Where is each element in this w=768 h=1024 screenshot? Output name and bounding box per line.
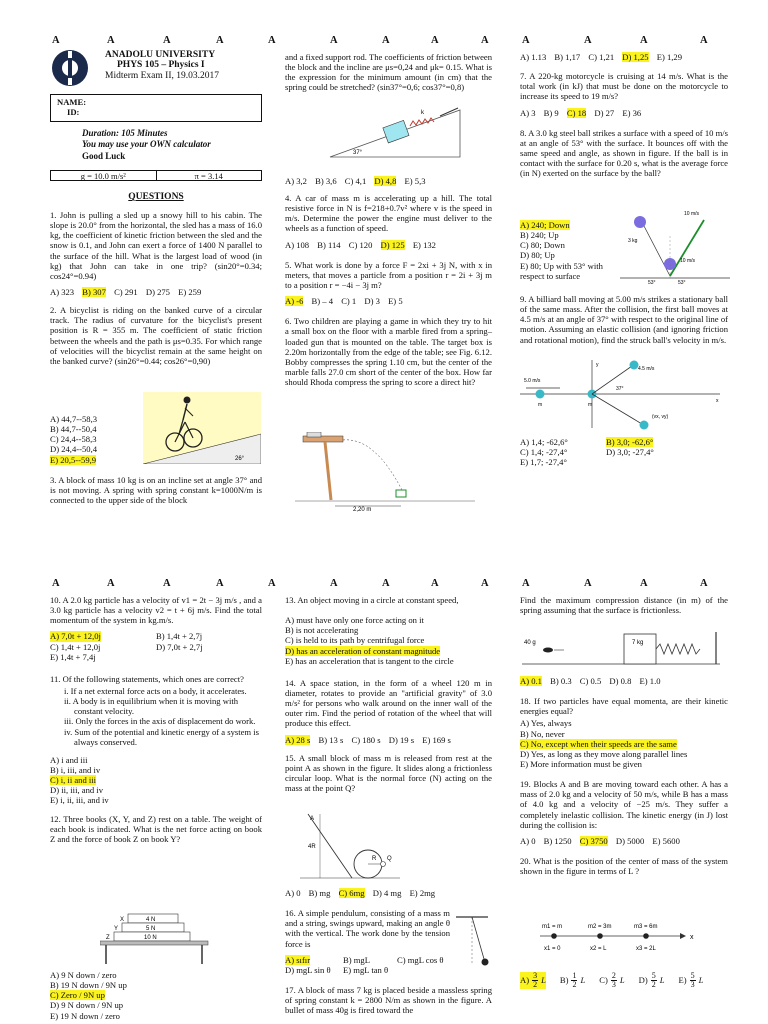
q11-option-e[interactable]: E) i, ii, iii, and iv <box>50 795 109 806</box>
option-letter: D) <box>638 975 648 986</box>
question-9-options-grid <box>520 437 728 467</box>
question-17-continued: Find the maximum compression distance (in m) of the spring assuming that the surface is frictionless. <box>520 595 728 616</box>
bouncing-ball-figure <box>620 206 730 284</box>
banked-angle-label: 26° <box>235 456 245 462</box>
column-1-bottom <box>50 595 262 844</box>
q20-option-d[interactable] <box>639 972 665 989</box>
question-11-statements <box>50 686 262 747</box>
q9-option-d[interactable]: D) 3,0; -27,4° <box>606 447 654 458</box>
q17-option-c[interactable]: C) 0.5 <box>579 676 602 686</box>
statement-2: ii. A body is in equilibrium when it is moving with constant velocity. <box>64 696 239 717</box>
mass-2-label: m2 = 3m <box>588 924 612 930</box>
block-mass-label: 7 kg <box>632 640 644 646</box>
angle-label-right: 53° <box>678 280 686 284</box>
q18-option-a[interactable]: A) Yes, always <box>520 718 572 729</box>
exam-marker-letter: A <box>481 35 489 46</box>
spring-incline-figure <box>325 102 465 160</box>
exam-header <box>105 50 219 81</box>
position-2-label: x2 = L <box>590 946 607 952</box>
question-5-options <box>285 296 492 306</box>
exam-marker-letter: A <box>640 35 648 46</box>
column-3-q18 <box>520 676 728 876</box>
statement-3: iii. Only the forces in the axis of displacement do work. <box>64 716 256 727</box>
exam-marker-letter: A <box>330 578 338 589</box>
question-6-options <box>520 52 728 62</box>
q20-option-b[interactable] <box>560 972 585 989</box>
point-a-label: A <box>310 816 315 822</box>
numerator: 5 <box>690 971 695 980</box>
stacked-books-figure <box>100 908 210 964</box>
id-label: ID: <box>67 107 80 118</box>
q15-option-a[interactable]: A) 0 <box>285 888 301 898</box>
q3-option-a[interactable]: A) 3,2 <box>285 176 307 186</box>
q9-option-b[interactable]: B) 3,0; -62,6° <box>606 437 654 447</box>
variable: L <box>659 975 665 986</box>
university-logo <box>50 48 90 88</box>
question-12-text: 12. Three books (X, Y, and Z) rest on a table. The weight of each book is indicated. What is the net force acting on book Z and the force of book Z on book Y? <box>50 813 262 844</box>
q6-option-b[interactable]: B) 1,17 <box>554 52 581 62</box>
question-19-text: 19. Blocks A and B are moving toward each other. A has a mass of 2.0 kg and a velocity of 50 m/s, while B has a mass of 4.0 kg and a velocity of −25 m/s. They suffer a completely inelastic collision. The kinetic energy (in J) lost during the collision is: <box>520 779 728 830</box>
mass-label-1: m <box>538 402 543 408</box>
question-8-options <box>520 218 612 281</box>
exam-marker-letter: A <box>52 35 60 46</box>
calculator-text: You may use your OWN calculator <box>82 139 211 150</box>
mass-3-label: m3 = 6m <box>634 924 658 930</box>
question-14-text: 14. A space station, in the form of a wheel 120 m in diameter, rotates to provide an "artificial gravity" of 3.0 m/s² for persons who walk around on the inner wall of the outer rim. Find the period of rotation of the wheel that will produce this effect. <box>285 677 492 729</box>
column-3-bottom <box>520 595 728 615</box>
q20-option-e[interactable] <box>678 972 703 989</box>
numerator: 2 <box>611 971 616 980</box>
question-9-options <box>520 437 728 467</box>
ball-speed-label-out: 10 m/s <box>684 211 700 217</box>
mass-label-2: m <box>588 402 593 408</box>
exam-marker-letter: A <box>52 578 60 589</box>
option-letter: C) <box>599 975 608 986</box>
q17-option-b[interactable]: B) 0.3 <box>550 676 572 686</box>
question-20-text: 20. What is the position of the center of mass of the system shown in the figure in terms of L ? <box>520 855 728 877</box>
question-1-text: 1. John is pulling a sled up a snowy hill to his cabin. The slope is 20.0° from the horizontal, the sled has a mass of 16.0 kg, the coefficient of kinetic friction between the sled and the snow is 0.1, and John can exert a force of 1400 N parallel to the surface of the hill. What is the largest load of wood (in kg) that John can take in one trip? (sin20°=0.34; cos24°=0.94) <box>50 210 262 281</box>
question-4-options <box>285 240 492 250</box>
question-20-options <box>520 972 728 1002</box>
q19-option-c[interactable]: C) 3750 <box>579 835 608 846</box>
q5-option-e[interactable]: E) 5 <box>388 296 403 307</box>
question-1-options <box>50 287 262 297</box>
q16-option-a[interactable]: A) sıfır <box>285 954 311 965</box>
question-11-text: 11. Of the following statements, which ones are correct? <box>50 673 244 684</box>
q14-option-b[interactable]: B) 13 s <box>318 734 344 745</box>
q3-option-b[interactable]: B) 3,6 <box>315 176 337 186</box>
q14-option-d[interactable]: D) 19 s <box>388 734 415 745</box>
exam-marker-letter: A <box>584 578 592 589</box>
q5-option-a[interactable]: A) -6 <box>285 296 304 307</box>
q4-option-d[interactable]: D) 125 <box>380 239 405 250</box>
question-14-options <box>285 735 492 745</box>
bullet-mass-label: 40 g <box>524 640 536 646</box>
q19-option-d[interactable]: D) 5000 <box>615 835 645 846</box>
numerator: 5 <box>651 971 656 980</box>
q5-option-d[interactable]: D) 3 <box>364 296 380 307</box>
good-luck-text: Good Luck <box>82 150 126 161</box>
gravity-constant: g = 10.0 m/s² <box>51 171 157 180</box>
q5-option-b[interactable]: B) – 4 <box>311 296 334 307</box>
question-13-text: 13. An object moving in a circle at constant speed, <box>285 595 459 605</box>
question-19-options <box>520 836 728 846</box>
column-3-top <box>520 52 728 178</box>
exam-marker-letter: A <box>522 35 530 46</box>
q8-option-e[interactable]: E) 80; Up with 53° with respect to surface <box>520 260 603 281</box>
q12-option-a[interactable]: A) 9 N down / zero <box>50 970 117 980</box>
fraction <box>690 972 696 989</box>
denominator: 2 <box>572 980 577 989</box>
q13-option-e[interactable]: E) has an acceleration that is tangent to the circle <box>285 655 454 666</box>
q14-option-e[interactable]: E) 169 s <box>422 734 451 745</box>
table-marble-figure <box>295 432 475 512</box>
ball-speed-label-in: 10 m/s <box>680 258 696 264</box>
point-q-label: Q <box>387 856 392 862</box>
exam-marker-letter: A <box>700 578 708 589</box>
question-5-text: 5. What work is done by a force F = 2xi + 3j N, with x in meters, that moves a particle from a position r = 2i + 3j m to a position r = −4i − 3j m? <box>285 259 492 290</box>
q16-option-c[interactable]: C) mgL cos θ <box>397 954 444 965</box>
q10-option-b[interactable]: B) 1,4t + 2,7j <box>156 631 203 642</box>
q6-option-d[interactable]: D) 1,25 <box>622 52 649 62</box>
question-10-text: 10. A 2.0 kg particle has a velocity of v1 = 2t − 3j m/s , and a 3.0 kg particle has a velocity v2 = t + 6j m/s. Find the total momentum of the system in kg.m/s. <box>50 595 262 626</box>
name-label: NAME: <box>57 97 87 107</box>
book-z-label: Z <box>106 935 110 941</box>
q15-option-b[interactable]: B) mg <box>308 888 331 898</box>
exam-marker-letter: A <box>481 578 489 589</box>
q8-option-b[interactable]: B) 240; Up <box>520 230 559 241</box>
exam-marker-letter: A <box>163 35 171 46</box>
q15-option-e[interactable]: E) 2mg <box>409 888 436 898</box>
q8-option-d[interactable]: D) 80; Up <box>520 250 555 261</box>
book-x-weight: 4 N <box>146 917 156 923</box>
q7-option-b[interactable]: B) 9 <box>543 107 559 118</box>
numerator: 1 <box>572 971 577 980</box>
name-id-box[interactable] <box>50 94 262 122</box>
q3-option-e[interactable]: E) 5,3 <box>404 176 426 186</box>
q11-option-a[interactable]: A) i and iii <box>50 754 88 765</box>
q7-option-e[interactable]: E) 36 <box>622 107 642 118</box>
q1-option-a[interactable]: A) 323 <box>50 286 75 297</box>
question-17-text: 17. A block of mass 7 kg is placed beside a massless spring of spring constant k = 2800 N/m as shown in the figure. A bullet of mass 40g is fired toward the <box>285 984 492 1016</box>
question-17-options <box>520 676 728 686</box>
mass-1-label: m1 = m <box>542 924 563 930</box>
question-12-options <box>50 968 262 1021</box>
position-3-label: x3 = 2L <box>636 946 656 952</box>
column-1-top <box>50 210 262 366</box>
billiard-collision-figure <box>520 358 725 430</box>
q1-option-e[interactable]: E) 259 <box>178 286 202 297</box>
exam-marker-letter: A <box>522 578 530 589</box>
column-2-q4 <box>285 193 492 387</box>
question-18-options <box>520 718 728 769</box>
final-speed-label: 4.5 m/s <box>638 366 655 372</box>
q4-option-b[interactable]: B) 114 <box>317 239 341 250</box>
q18-option-e[interactable]: E) More information must be given <box>520 758 642 769</box>
book-y-weight: 5 N <box>146 926 156 932</box>
q6-option-a[interactable]: A) 1.13 <box>520 52 547 62</box>
q16-option-e[interactable]: E) mgL tan θ <box>343 964 389 975</box>
q1-option-c[interactable]: C) 291 <box>114 286 138 297</box>
column-2-top <box>285 52 492 93</box>
q13-option-c[interactable]: C) is held to its path by centrifugal force <box>285 635 425 646</box>
question-4-text: 4. A car of mass m is accelerating up a hill. The total resistive force in N is f=218+0.7v² where v is the speed in m/s. Determine the power the engine must deliver to the wheels as a function of speed. <box>285 193 492 234</box>
fraction <box>651 972 657 989</box>
q14-option-c[interactable]: C) 180 s <box>351 734 381 745</box>
q5-option-c[interactable]: C) 1 <box>341 296 357 307</box>
exam-marker-letter: A <box>382 578 390 589</box>
radius-label: R <box>372 856 377 862</box>
column-3-q9 <box>520 294 728 345</box>
q10-option-d[interactable]: D) 7,0t + 2,7j <box>156 641 203 652</box>
q19-option-e[interactable]: E) 5600 <box>652 835 680 846</box>
q2-option-b[interactable]: B) 44,7--50,4 <box>50 424 97 435</box>
q7-option-d[interactable]: D) 27 <box>594 107 615 118</box>
variable: L <box>698 975 704 986</box>
q18-option-b[interactable]: B) No, never <box>520 728 565 739</box>
variable: L <box>580 975 586 986</box>
spring-constant-label: k <box>421 110 424 116</box>
q16-option-b[interactable]: B) mgL <box>343 954 370 965</box>
question-3-block <box>50 475 262 505</box>
q8-option-c[interactable]: C) 80; Down <box>520 240 565 251</box>
book-y-label: Y <box>114 926 119 932</box>
constants-box <box>50 170 262 181</box>
variable: L <box>541 975 546 986</box>
variable: L <box>619 975 625 986</box>
exam-marker-letter: A <box>268 578 276 589</box>
q17-option-e[interactable]: E) 1.0 <box>639 676 661 686</box>
q16-option-d[interactable]: D) mgL sin θ <box>285 964 331 975</box>
angle-label-left: 53° <box>648 280 656 284</box>
q15-option-c[interactable]: C) 6mg <box>338 888 365 898</box>
column-2-bottom <box>285 595 492 793</box>
q9-option-a[interactable]: A) 1,4; -62,6° <box>520 437 568 447</box>
x-axis-label: x <box>716 398 719 404</box>
q4-option-c[interactable]: C) 120 <box>348 239 373 250</box>
exam-marker-letter: A <box>431 35 439 46</box>
question-3-text-part2: and a fixed support rod. The coefficients of friction between the block and the incline are μs=0,24 and μk= 0.15. What is the expression for the minimum amount (in cm) that the spring could be stretched? (sin37°=0,6; cos37°=0,8) <box>285 52 492 93</box>
denominator: 3 <box>690 980 695 989</box>
height-label: 4R <box>308 844 316 850</box>
exam-marker-letter: A <box>640 578 648 589</box>
deflection-angle-label: 37° <box>616 386 624 392</box>
q7-option-a[interactable]: A) 3 <box>520 107 536 118</box>
center-of-mass-figure <box>520 916 725 960</box>
q17-option-d[interactable]: D) 0.8 <box>609 676 632 686</box>
statement-1: i. If a net external force acts on a body, it accelerates. <box>64 685 247 696</box>
question-7-options <box>520 108 728 118</box>
question-3-text-part1: 3. A block of mass 10 kg is on an incline set at angle 37° and is not moving. A spring with spring constant k=1000N/m is connected to the upper side of the block <box>50 475 262 506</box>
q15-option-d[interactable]: D) 4 mg <box>372 888 402 898</box>
q3-option-d[interactable]: D) 4,8 <box>374 176 397 186</box>
questions-title: QUESTIONS <box>128 192 184 202</box>
course-name: PHYS 105 – Physics I <box>117 60 205 71</box>
q10-option-a[interactable]: A) 7,0t + 12,0j <box>50 631 101 642</box>
q12-option-d[interactable]: D) 9 N down / 9N up <box>50 1000 124 1011</box>
q12-option-c[interactable]: C) Zero / 9N up <box>50 990 105 1001</box>
question-7-text: 7. A 220-kg motorcycle is cruising at 14 m/s. What is the total work (in kJ) that must be done on the motorcycle to increase its speed to 19 m/s? <box>520 71 728 102</box>
exam-marker-letter: A <box>268 35 276 46</box>
question-16-text: 16. A simple pendulum, consisting of a mass m and a string, swings upward, making an angle θ with the vertical. The work done by the tension force is <box>285 908 450 949</box>
question-10-options <box>50 631 262 661</box>
q6-option-e[interactable]: E) 1,29 <box>656 52 683 62</box>
incline-angle-label: 37° <box>353 150 363 156</box>
fraction <box>571 972 577 989</box>
exam-name: Midterm Exam II, 19.03.2017 <box>105 70 219 81</box>
q20-option-a[interactable] <box>520 972 546 989</box>
q11-option-b[interactable]: B) i, iii, and iv <box>50 764 101 775</box>
q10-option-e[interactable]: E) 1,4t + 7,4j <box>50 651 96 662</box>
pendulum-figure <box>452 915 492 973</box>
exam-marker-letter: A <box>107 578 115 589</box>
exam-marker-letter: A <box>431 578 439 589</box>
question-2-options <box>50 412 140 465</box>
q10-option-c[interactable]: C) 1,4t + 12,0j <box>50 641 101 652</box>
exam-instructions <box>82 128 211 162</box>
bullet-block-spring-figure <box>520 628 725 668</box>
q4-option-e[interactable]: E) 132 <box>412 239 436 250</box>
exam-marker-letter: A <box>216 578 224 589</box>
statement-4: iv. Sum of the potential and kinetic energy of a system is always conserved. <box>64 726 259 747</box>
exam-type-marker-row-bottom <box>0 578 768 590</box>
option-letter: E) <box>678 975 687 986</box>
exam-marker-letter: A <box>700 35 708 46</box>
q13-option-b[interactable]: B) is not accelerating <box>285 625 359 636</box>
book-x-label: X <box>120 917 125 923</box>
initial-speed-label: 5.0 m/s <box>524 378 541 384</box>
q13-option-d[interactable]: D) has an acceleration of constant magnitude <box>285 645 441 656</box>
fraction <box>611 972 617 989</box>
exam-type-marker-row-top <box>0 35 768 47</box>
question-18-text: 18. If two particles have equal momenta, are their kinetic energies equal? <box>520 696 728 717</box>
q9-option-c[interactable]: C) 1,4; -27,4° <box>520 447 568 458</box>
exam-marker-letter: A <box>163 578 171 589</box>
exam-marker-letter: A <box>107 35 115 46</box>
loop-track-figure <box>300 812 400 882</box>
option-letter: B) <box>559 975 569 986</box>
q9-option-e[interactable]: E) 1,7; -27,4° <box>520 457 567 468</box>
q1-option-d[interactable]: D) 275 <box>145 286 170 297</box>
question-3-options <box>285 170 492 186</box>
banked-curve-figure <box>143 392 261 464</box>
question-13-options <box>285 615 492 666</box>
question-8-text: 8. A 3.0 kg steel ball strikes a surface with a speed of 10 m/s at an angle of 53° with the surface. It bounces off with the same speed and angle, as shown in figure. If the ball is in contact with the surface for 0.20 s, what is the average force (in N) exerted on the surface by the ball? <box>520 127 728 179</box>
q8-option-a[interactable]: A) 240; Down <box>520 220 570 230</box>
q11-option-d[interactable]: D) ii, iii, and iv <box>50 785 103 796</box>
question-6-text: 6. Two children are playing a game in which they try to hit a small box on the floor with a marble fired from a spring–loaded gun that is mounted on the table. The target box is 2.20m horizontally from the edge of the table; see Fig. 6.12. Bobby compresses the spring 1.10 cm, but the center of the marble falls 27.0 cm short of the center of the box. How far should Rhoda compress the spring to score a direct hit? <box>285 316 492 388</box>
q12-option-e[interactable]: E) 19 N down / zero <box>50 1010 120 1021</box>
duration-text: Duration: 105 Minutes <box>82 128 168 138</box>
q18-option-c[interactable]: C) No, except when their speeds are the same <box>520 738 677 749</box>
denominator: 3 <box>611 980 616 989</box>
q20-option-c[interactable] <box>599 972 624 989</box>
q2-option-d[interactable]: D) 24,4--50,4 <box>50 444 98 455</box>
q18-option-d[interactable]: D) Yes, as long as they move along parallel lines <box>520 748 688 759</box>
position-1-label: x1 = 0 <box>544 946 561 952</box>
q19-option-a[interactable]: A) 0 <box>520 835 536 846</box>
q13-option-a[interactable]: A) must have only one force acting on it <box>285 615 424 626</box>
q1-option-b[interactable]: B) 307 <box>82 286 106 297</box>
q3-option-c[interactable]: C) 4,1 <box>344 176 367 186</box>
q12-option-b[interactable]: B) 19 N down / 9N up <box>50 980 127 991</box>
numerator: 3 <box>533 971 538 980</box>
q2-option-a[interactable]: A) 44,7--58,3 <box>50 414 98 424</box>
book-z-weight: 10 N <box>144 935 157 941</box>
velocity-components-label: (vx, vy) <box>652 414 669 420</box>
q6-option-c[interactable]: C) 1,21 <box>588 52 615 62</box>
denominator: 2 <box>651 980 656 989</box>
exam-marker-letter: A <box>330 35 338 46</box>
q2-option-c[interactable]: C) 24,4--58,3 <box>50 434 97 445</box>
question-15-text: 15. A small block of mass m is released from rest at the point A as shown in the figure. It slides along a frictionless circular loop. What is the normal force (N) acting on the mass at the point Q? <box>285 752 492 794</box>
fraction <box>532 972 538 989</box>
q14-option-a[interactable]: A) 28 s <box>285 734 311 745</box>
y-axis-label: y <box>596 362 599 368</box>
university-name: ANADOLU UNIVERSITY <box>105 50 216 60</box>
exam-marker-letter: A <box>382 35 390 46</box>
question-9-text: 9. A billiard ball moving at 5.00 m/s strikes a stationary ball of the same mass. After the collision, the first ball moves at 4.5 m/s at an angle of 37° with respect to the original line of motion. Assuming an elastic collision (and ignoring friction and rotational motion), find the struck ball's velocity in m/s. <box>520 294 728 345</box>
q19-option-b[interactable]: B) 1250 <box>543 835 572 846</box>
x-axis-label: x <box>690 934 694 941</box>
q2-option-e[interactable]: E) 20,5--59,9 <box>50 454 97 465</box>
q17-option-a[interactable]: A) 0.1 <box>520 676 542 686</box>
question-11-options <box>50 755 262 806</box>
ball-mass-label: 3 kg <box>628 238 638 244</box>
exam-marker-letter: A <box>584 35 592 46</box>
q4-option-a[interactable]: A) 108 <box>285 239 310 250</box>
distance-label: 2,20 m <box>353 507 372 512</box>
q11-option-c[interactable]: C) i, ii and iii <box>50 775 97 786</box>
question-2-text: 2. A bicyclist is riding on the banked curve of a circular track. The radius of curvature for the bicyclist's present position is R = 355 m. The coefficient of static friction between the wheels and the path is μs=0.35. For which range of velocities will the bicyclist remain at the same height on the banked curve? (sin26°=0.44; cos26°=0,90) <box>50 305 262 366</box>
denominator: 2 <box>533 980 538 989</box>
pi-constant: π = 3.14 <box>194 171 223 181</box>
option-letter: A) <box>520 975 530 986</box>
exam-marker-letter: A <box>216 35 224 46</box>
question-15-options <box>285 888 492 898</box>
q7-option-c[interactable]: C) 18 <box>566 107 587 118</box>
